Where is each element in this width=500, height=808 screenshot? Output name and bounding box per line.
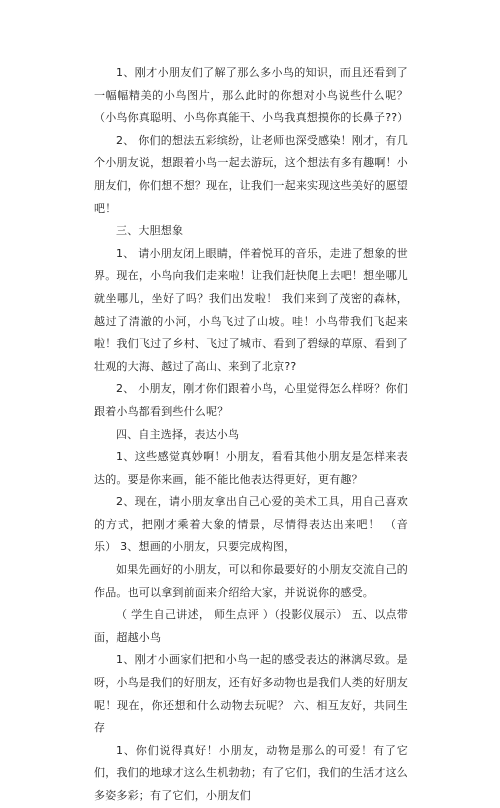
paragraph-6: 2、现在，请小朋友拿出自己心爱的美术工具，用自己喜欢的方式，把刚才乘着大象的情景，尽情得表达出来吧！ （音乐） 3、想画的小朋友，只要完成构图， [94, 495, 408, 554]
paragraph-8: （ 学生自己讲述， 师生点评 ）（投影仪展示） 五、以点带面，超越小鸟 [94, 608, 408, 644]
paragraph-9: 1、刚才小画家们把和小鸟一起的感受表达的淋漓尽致。是呀，小鸟是我们的好朋友，还有好多动物也是我们人类的好朋友呢！现在，你还想和什么动物去玩呢？ 六、相互友好，共同生存 [94, 653, 408, 735]
paragraph-3: 1、 请小朋友闭上眼睛，伴着悦耳的音乐，走进了想象的世界。现在，小鸟向我们走来啦！让我们赶快爬上去吧！想坐哪儿就坐哪儿，坐好了吗？我们出发啦！ 我们来到了茂密的森林，越过了清澈的小河，小鸟飞过了山坡。哇！小鸟带我们飞起来啦！我们飞过了乡村、飞过了城市、看到了碧绿的草原、看到了壮观的大海、越过了高山、来到了北京?? [94, 246, 408, 373]
paragraph-4: 2、 小朋友，刚才你们跟着小鸟，心里觉得怎么样呀？你们跟着小鸟都看到些什么呢？ [94, 382, 408, 418]
paragraph-7: 如果先画好的小朋友，可以和你最要好的小朋友交流自己的作品。也可以拿到前面来介绍给大家，并说说你的感受。 [94, 563, 408, 599]
document-body [94, 62, 408, 808]
section-heading-4: 四、自主选择，表达小鸟 [116, 427, 240, 441]
paragraph-10: 1、你们说得真好！小朋友，动物是那么的可爱！有了它们，我们的地球才这么生机勃勃；有了它们，我们的生活才这么多姿多彩；有了它们，小朋友们 [94, 743, 408, 802]
paragraph-1: 1、刚才小朋友们了解了那么多小鸟的知识，而且还看到了一幅幅精美的小鸟图片，那么此时的你想对小鸟说些什么呢？（小鸟你真聪明、小鸟你真能干、小鸟我真想摸你的长鼻子??） [94, 66, 409, 125]
paragraph-5: 1、这些感觉真妙啊！小朋友，看看其他小朋友是怎样来表达的。要是你来画，能不能比他表达得更好，更有趣？ [94, 450, 408, 486]
paragraph-2: 2、 你们的想法五彩缤纷，让老师也深受感染！刚才，有几个小朋友说，想跟着小鸟一起去游玩，这个想法有多有趣啊！小朋友们，你们想不想？现在，让我们一起来实现这些美好的愿望吧！ [94, 133, 408, 215]
section-heading-3: 三、大胆想象 [116, 224, 184, 238]
